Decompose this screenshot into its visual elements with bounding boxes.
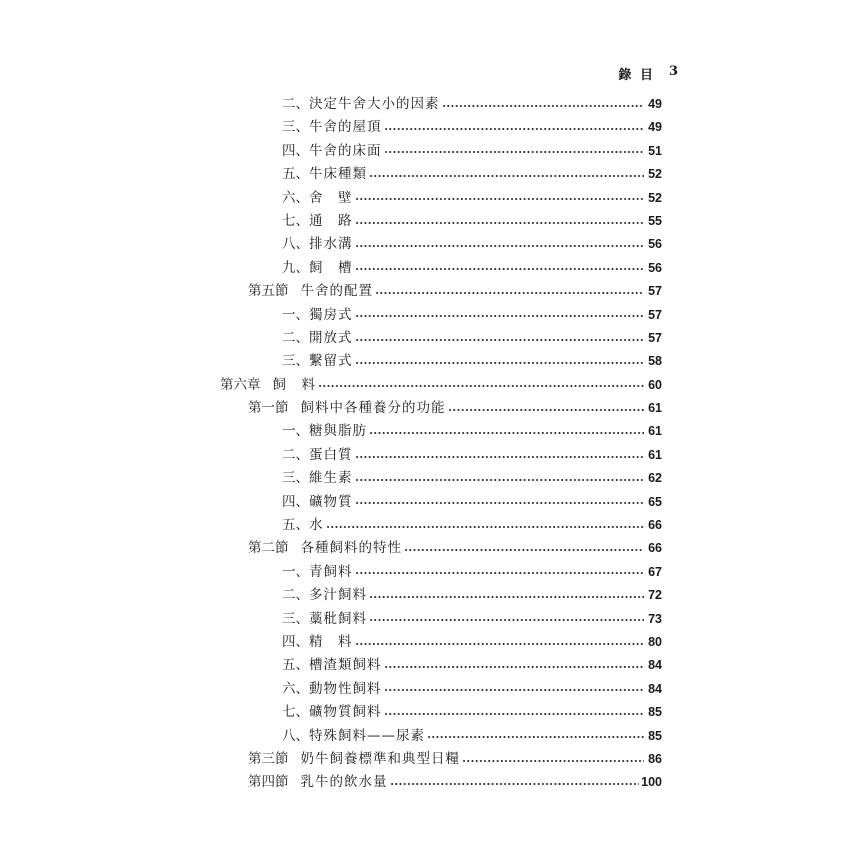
running-header <box>590 64 680 83</box>
dot-leader <box>369 608 644 631</box>
toc-entry-number: 二、 <box>282 329 309 346</box>
toc-entry-page: 55 <box>648 213 662 228</box>
dot-leader <box>355 350 645 373</box>
toc-entry-number: 第五節 <box>248 283 289 300</box>
dot-leader <box>384 678 645 701</box>
toc-entry-page: 57 <box>648 284 662 299</box>
toc-entry-page: 58 <box>648 354 662 369</box>
toc-entry-page: 52 <box>648 167 662 182</box>
toc-entry <box>0 187 850 210</box>
toc-entry-title: 糖與脂肪 <box>309 423 367 440</box>
toc-entry <box>0 374 850 397</box>
toc-entry-title: 飼料中各種養分的功能 <box>300 400 446 417</box>
toc-entry-title: 牛舍的屋頂 <box>309 119 382 136</box>
toc-entry-number: 八、 <box>282 236 309 253</box>
toc-entry-number: 第二節 <box>248 540 289 557</box>
toc-entry-number: 二、 <box>282 446 309 463</box>
toc-entry <box>0 140 850 163</box>
dot-leader <box>448 397 645 420</box>
dot-leader <box>462 748 644 771</box>
toc-entry <box>0 280 850 303</box>
dot-leader <box>355 631 645 654</box>
toc-entry <box>0 584 850 607</box>
toc-entry-number: 第四節 <box>248 774 289 791</box>
table-of-contents <box>0 93 850 795</box>
header-page-number: 3 <box>668 64 680 79</box>
dot-leader <box>384 701 645 724</box>
toc-entry-page: 49 <box>648 97 662 111</box>
toc-entry-number: 二、 <box>282 96 309 112</box>
toc-entry <box>0 116 850 139</box>
toc-entry-title: 排水溝 <box>309 236 353 253</box>
toc-entry-title: 牛舍的配置 <box>300 283 373 300</box>
toc-entry-title: 青飼料 <box>309 563 353 580</box>
dot-leader <box>355 304 645 327</box>
toc-entry-page: 85 <box>648 728 662 743</box>
toc-entry-page: 66 <box>648 541 662 556</box>
toc-entry <box>0 748 850 771</box>
dot-leader <box>442 93 645 116</box>
toc-entry-title: 飼 料 <box>272 376 316 393</box>
toc-entry-title: 舍 壁 <box>309 189 353 206</box>
toc-entry-page: 85 <box>648 705 662 720</box>
dot-leader <box>318 374 644 397</box>
toc-entry-page: 51 <box>648 143 662 158</box>
toc-entry-title: 開放式 <box>309 329 353 346</box>
toc-entry-title: 繫留式 <box>309 353 353 370</box>
toc-entry-number: 三、 <box>282 353 309 370</box>
toc-entry-title: 礦物質 <box>309 493 353 510</box>
toc-entry-number: 五、 <box>282 657 309 674</box>
dot-leader <box>369 584 644 607</box>
toc-entry-page: 61 <box>648 401 662 416</box>
toc-entry-page: 66 <box>648 518 662 533</box>
toc-entry <box>0 304 850 327</box>
toc-entry-number: 五、 <box>282 166 309 183</box>
toc-entry-number: 九、 <box>282 259 309 276</box>
toc-entry <box>0 467 850 490</box>
dot-leader <box>355 233 645 256</box>
toc-entry <box>0 725 850 748</box>
toc-entry-page: 61 <box>648 447 662 462</box>
toc-entry <box>0 537 850 560</box>
toc-entry-number: 三、 <box>282 610 309 627</box>
toc-entry-page: 80 <box>648 634 662 649</box>
toc-entry-page: 56 <box>648 260 662 275</box>
toc-entry-title: 動物性飼料 <box>309 680 382 697</box>
toc-entry-title: 牛舍的床面 <box>309 142 382 159</box>
toc-entry-page: 86 <box>648 751 662 766</box>
toc-entry <box>0 771 850 794</box>
toc-entry-number: 二、 <box>282 587 309 604</box>
toc-entry-number: 四、 <box>282 142 309 159</box>
toc-entry-number: 一、 <box>282 563 309 580</box>
toc-entry-title: 乳牛的飲水量 <box>300 774 388 791</box>
toc-entry-title: 奶牛飼養標準和典型日糧 <box>300 750 460 767</box>
dot-leader <box>375 280 644 303</box>
toc-entry-title: 各種飼料的特性 <box>300 540 402 557</box>
toc-entry-title: 飼 槽 <box>309 259 353 276</box>
toc-entry-page: 56 <box>648 237 662 252</box>
toc-entry-number: 第一節 <box>248 400 289 417</box>
toc-entry <box>0 397 850 420</box>
toc-entry-number: 一、 <box>282 423 309 440</box>
toc-entry <box>0 654 850 677</box>
dot-leader <box>326 514 645 537</box>
toc-entry <box>0 210 850 233</box>
toc-entry <box>0 257 850 280</box>
dot-leader <box>355 561 645 584</box>
toc-entry-page: 61 <box>648 424 662 439</box>
toc-entry-page: 62 <box>648 471 662 486</box>
toc-entry-title: 精 料 <box>309 633 353 650</box>
toc-entry-page: 60 <box>648 377 662 392</box>
dot-leader <box>427 725 644 748</box>
toc-entry <box>0 701 850 724</box>
dot-leader <box>355 187 645 210</box>
toc-entry-number: 三、 <box>282 119 309 136</box>
toc-entry-page: 65 <box>648 494 662 509</box>
toc-entry-number: 七、 <box>282 704 309 721</box>
dot-leader <box>369 163 644 186</box>
toc-entry-page: 52 <box>648 190 662 205</box>
toc-entry <box>0 420 850 443</box>
toc-entry <box>0 631 850 654</box>
toc-entry <box>0 93 850 116</box>
toc-entry-title: 獨房式 <box>309 306 353 323</box>
dot-leader <box>384 116 645 139</box>
toc-entry <box>0 163 850 186</box>
toc-entry <box>0 608 850 631</box>
toc-entry-title: 決定牛舍大小的因素 <box>309 96 440 112</box>
toc-entry-title: 水 <box>309 517 324 534</box>
toc-entry <box>0 444 850 467</box>
toc-entry-page: 72 <box>648 588 662 603</box>
dot-leader <box>355 257 645 280</box>
toc-entry-page: 57 <box>648 330 662 345</box>
dot-leader <box>369 420 644 443</box>
toc-entry <box>0 327 850 350</box>
toc-entry-title: 牛床種類 <box>309 166 367 183</box>
toc-entry-number: 四、 <box>282 633 309 650</box>
toc-entry-number: 六、 <box>282 680 309 697</box>
dot-leader <box>355 467 645 490</box>
toc-entry <box>0 491 850 514</box>
toc-entry-title: 槽渣類飼料 <box>309 657 382 674</box>
toc-entry <box>0 514 850 537</box>
toc-entry-page: 49 <box>648 120 662 135</box>
toc-entry <box>0 350 850 373</box>
dot-leader <box>390 771 640 794</box>
toc-entry-page: 67 <box>648 564 662 579</box>
toc-entry-page: 73 <box>648 611 662 626</box>
dot-leader <box>355 327 645 350</box>
toc-entry-title: 藁秕飼料 <box>309 610 367 627</box>
toc-entry-number: 八、 <box>282 727 309 744</box>
toc-entry-title: 通 路 <box>309 212 353 229</box>
toc-entry-page: 57 <box>648 307 662 322</box>
toc-entry-page: 84 <box>648 658 662 673</box>
toc-entry-title: 蛋白質 <box>309 446 353 463</box>
toc-entry-number: 五、 <box>282 517 309 534</box>
toc-entry-page: 100 <box>641 775 662 790</box>
toc-entry <box>0 678 850 701</box>
toc-entry-number: 第三節 <box>248 750 289 767</box>
toc-entry-page: 84 <box>648 681 662 696</box>
toc-entry-number: 第六章 <box>220 376 261 393</box>
dot-leader <box>355 491 645 514</box>
dot-leader <box>355 210 645 233</box>
toc-entry-title: 多汁飼料 <box>309 587 367 604</box>
dot-leader <box>384 140 645 163</box>
toc-entry-title: 特殊飼料——尿素 <box>309 727 425 744</box>
toc-entry-number: 六、 <box>282 189 309 206</box>
toc-entry <box>0 233 850 256</box>
toc-entry <box>0 561 850 584</box>
dot-leader <box>404 537 644 560</box>
toc-entry-title: 礦物質飼料 <box>309 704 382 721</box>
toc-entry-title: 維生素 <box>309 470 353 487</box>
toc-entry-number: 四、 <box>282 493 309 510</box>
header-title: 錄 目 <box>618 68 655 83</box>
toc-entry-number: 三、 <box>282 470 309 487</box>
dot-leader <box>384 654 645 677</box>
dot-leader <box>355 444 645 467</box>
toc-entry-number: 七、 <box>282 212 309 229</box>
toc-entry-number: 一、 <box>282 306 309 323</box>
